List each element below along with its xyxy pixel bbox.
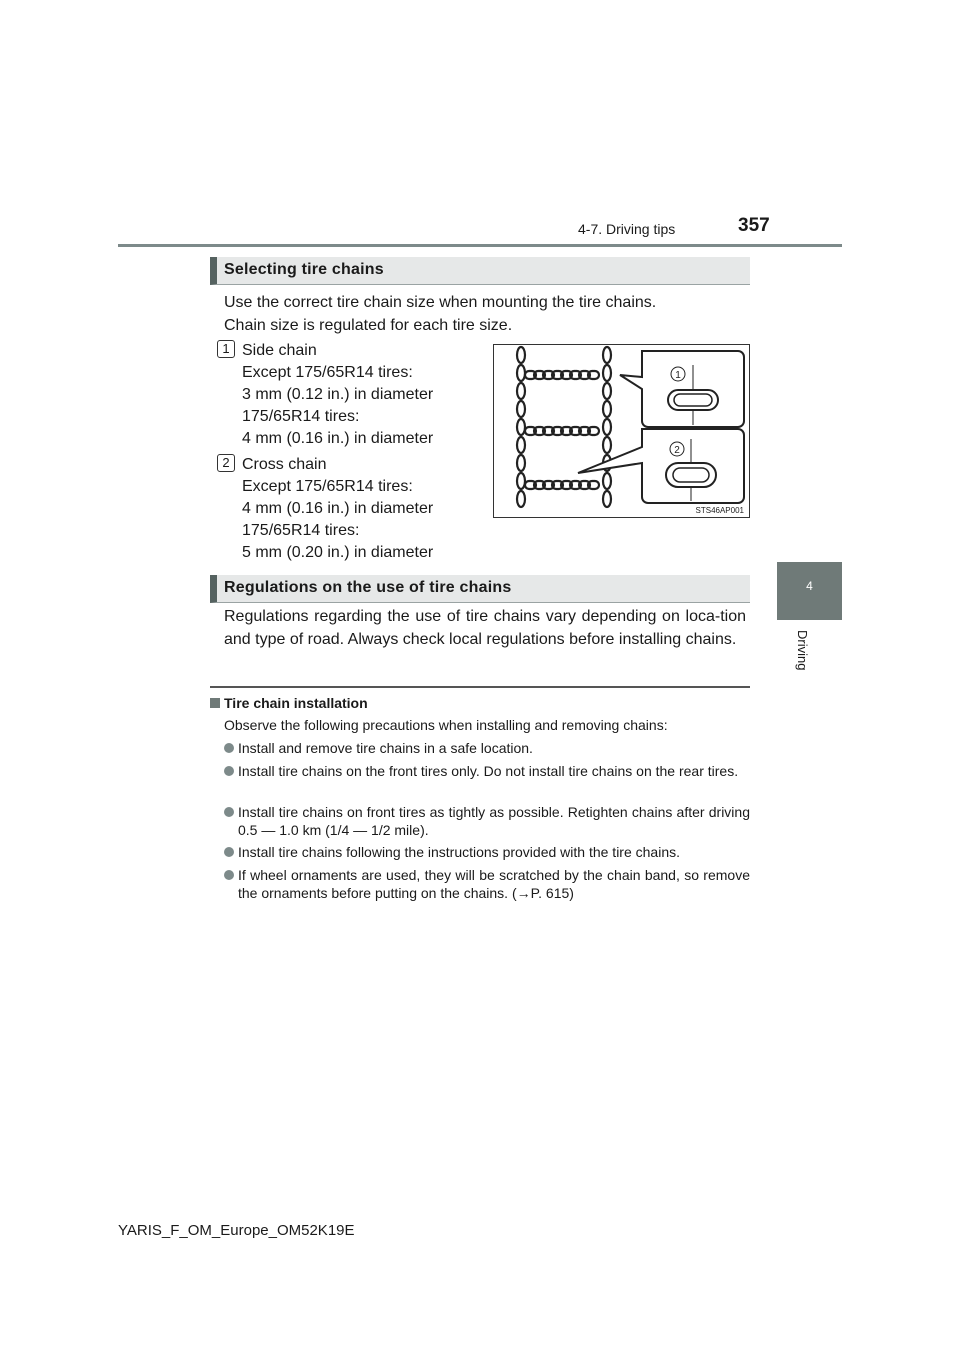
bullet-text: Install tire chains on front tires as tightly as possible. Retighten chains after driving 0.5 — 1.0 km (1/4 — 1/2 mile). — [238, 804, 750, 838]
item-line: 3 mm (0.12 in.) in diameter — [242, 386, 434, 403]
chapter-label: Driving — [795, 630, 810, 671]
item-line: 4 mm (0.16 in.) in diameter — [242, 500, 434, 517]
installation-heading-text: Tire chain installation — [224, 695, 368, 711]
intro-line-2: Chain size is regulated for each tire size. — [224, 317, 513, 334]
chapter-tab — [777, 562, 842, 620]
bullet-text: If wheel ornaments are used, they will be scratched by the chain band, so remove the ornaments before putting on the chains. (→P. 615) — [238, 867, 750, 901]
regulations-body: Regulations regarding the use of tire chains vary depending on loca-tion and type of road. Always check local regulations before installing chains. — [224, 608, 746, 648]
item-line: Except 175/65R14 tires: — [242, 364, 413, 381]
item-line: 4 mm (0.16 in.) in diameter — [242, 430, 434, 447]
bullet-dot-icon — [224, 766, 234, 776]
item-line: 175/65R14 tires: — [242, 522, 360, 539]
installation-intro: Observe the following precautions when installing and removing chains: — [224, 717, 668, 733]
bullet-dot-icon — [224, 807, 234, 817]
item-line: Cross chain — [242, 456, 327, 473]
callout-2: 2 — [674, 445, 680, 456]
header-section: 4-7. Driving tips — [578, 221, 676, 237]
bullet-item — [224, 762, 750, 780]
divider — [210, 686, 750, 688]
bullet-dot-icon — [224, 847, 234, 857]
square-bullet-icon — [210, 698, 220, 708]
bullet-item — [224, 843, 750, 861]
chain-illustration — [494, 345, 749, 517]
footer-code: YARIS_F_OM_Europe_OM52K19E — [118, 1222, 355, 1239]
item-line: 5 mm (0.20 in.) in diameter — [242, 544, 434, 561]
section-heading-regulations — [210, 575, 750, 603]
page-number: 357 — [738, 215, 770, 236]
bullet-text: Install and remove tire chains in a safe location. — [238, 740, 533, 756]
item-line: Except 175/65R14 tires: — [242, 478, 413, 495]
callout-1: 1 — [675, 370, 681, 381]
bullet-dot-icon — [224, 743, 234, 753]
figure-code: STS46AP001 — [695, 506, 744, 515]
header-rule — [118, 244, 842, 247]
bullet-item — [224, 803, 750, 839]
section-title: Regulations on the use of tire chains — [224, 579, 512, 596]
item-cross-chain — [242, 454, 433, 564]
section-title: Selecting tire chains — [224, 261, 384, 278]
tire-chain-figure — [493, 344, 750, 518]
item-line: 175/65R14 tires: — [242, 408, 360, 425]
bullet-text: Install tire chains on the front tires only. Do not install tire chains on the rear tires. — [238, 763, 739, 779]
section-heading-selecting — [210, 257, 750, 285]
item-side-chain — [242, 340, 433, 450]
chapter-number: 4 — [806, 579, 813, 593]
intro-line-1: Use the correct tire chain size when mounting the tire chains. — [224, 294, 657, 311]
marker-1: 1 — [217, 340, 235, 358]
installation-heading — [210, 695, 368, 711]
bullet-text: Install tire chains following the instructions provided with the tire chains. — [238, 844, 680, 860]
bullet-item — [224, 866, 750, 902]
bullet-item — [224, 739, 750, 757]
marker-2: 2 — [217, 454, 235, 472]
bullet-dot-icon — [224, 870, 234, 880]
item-line: Side chain — [242, 342, 317, 359]
